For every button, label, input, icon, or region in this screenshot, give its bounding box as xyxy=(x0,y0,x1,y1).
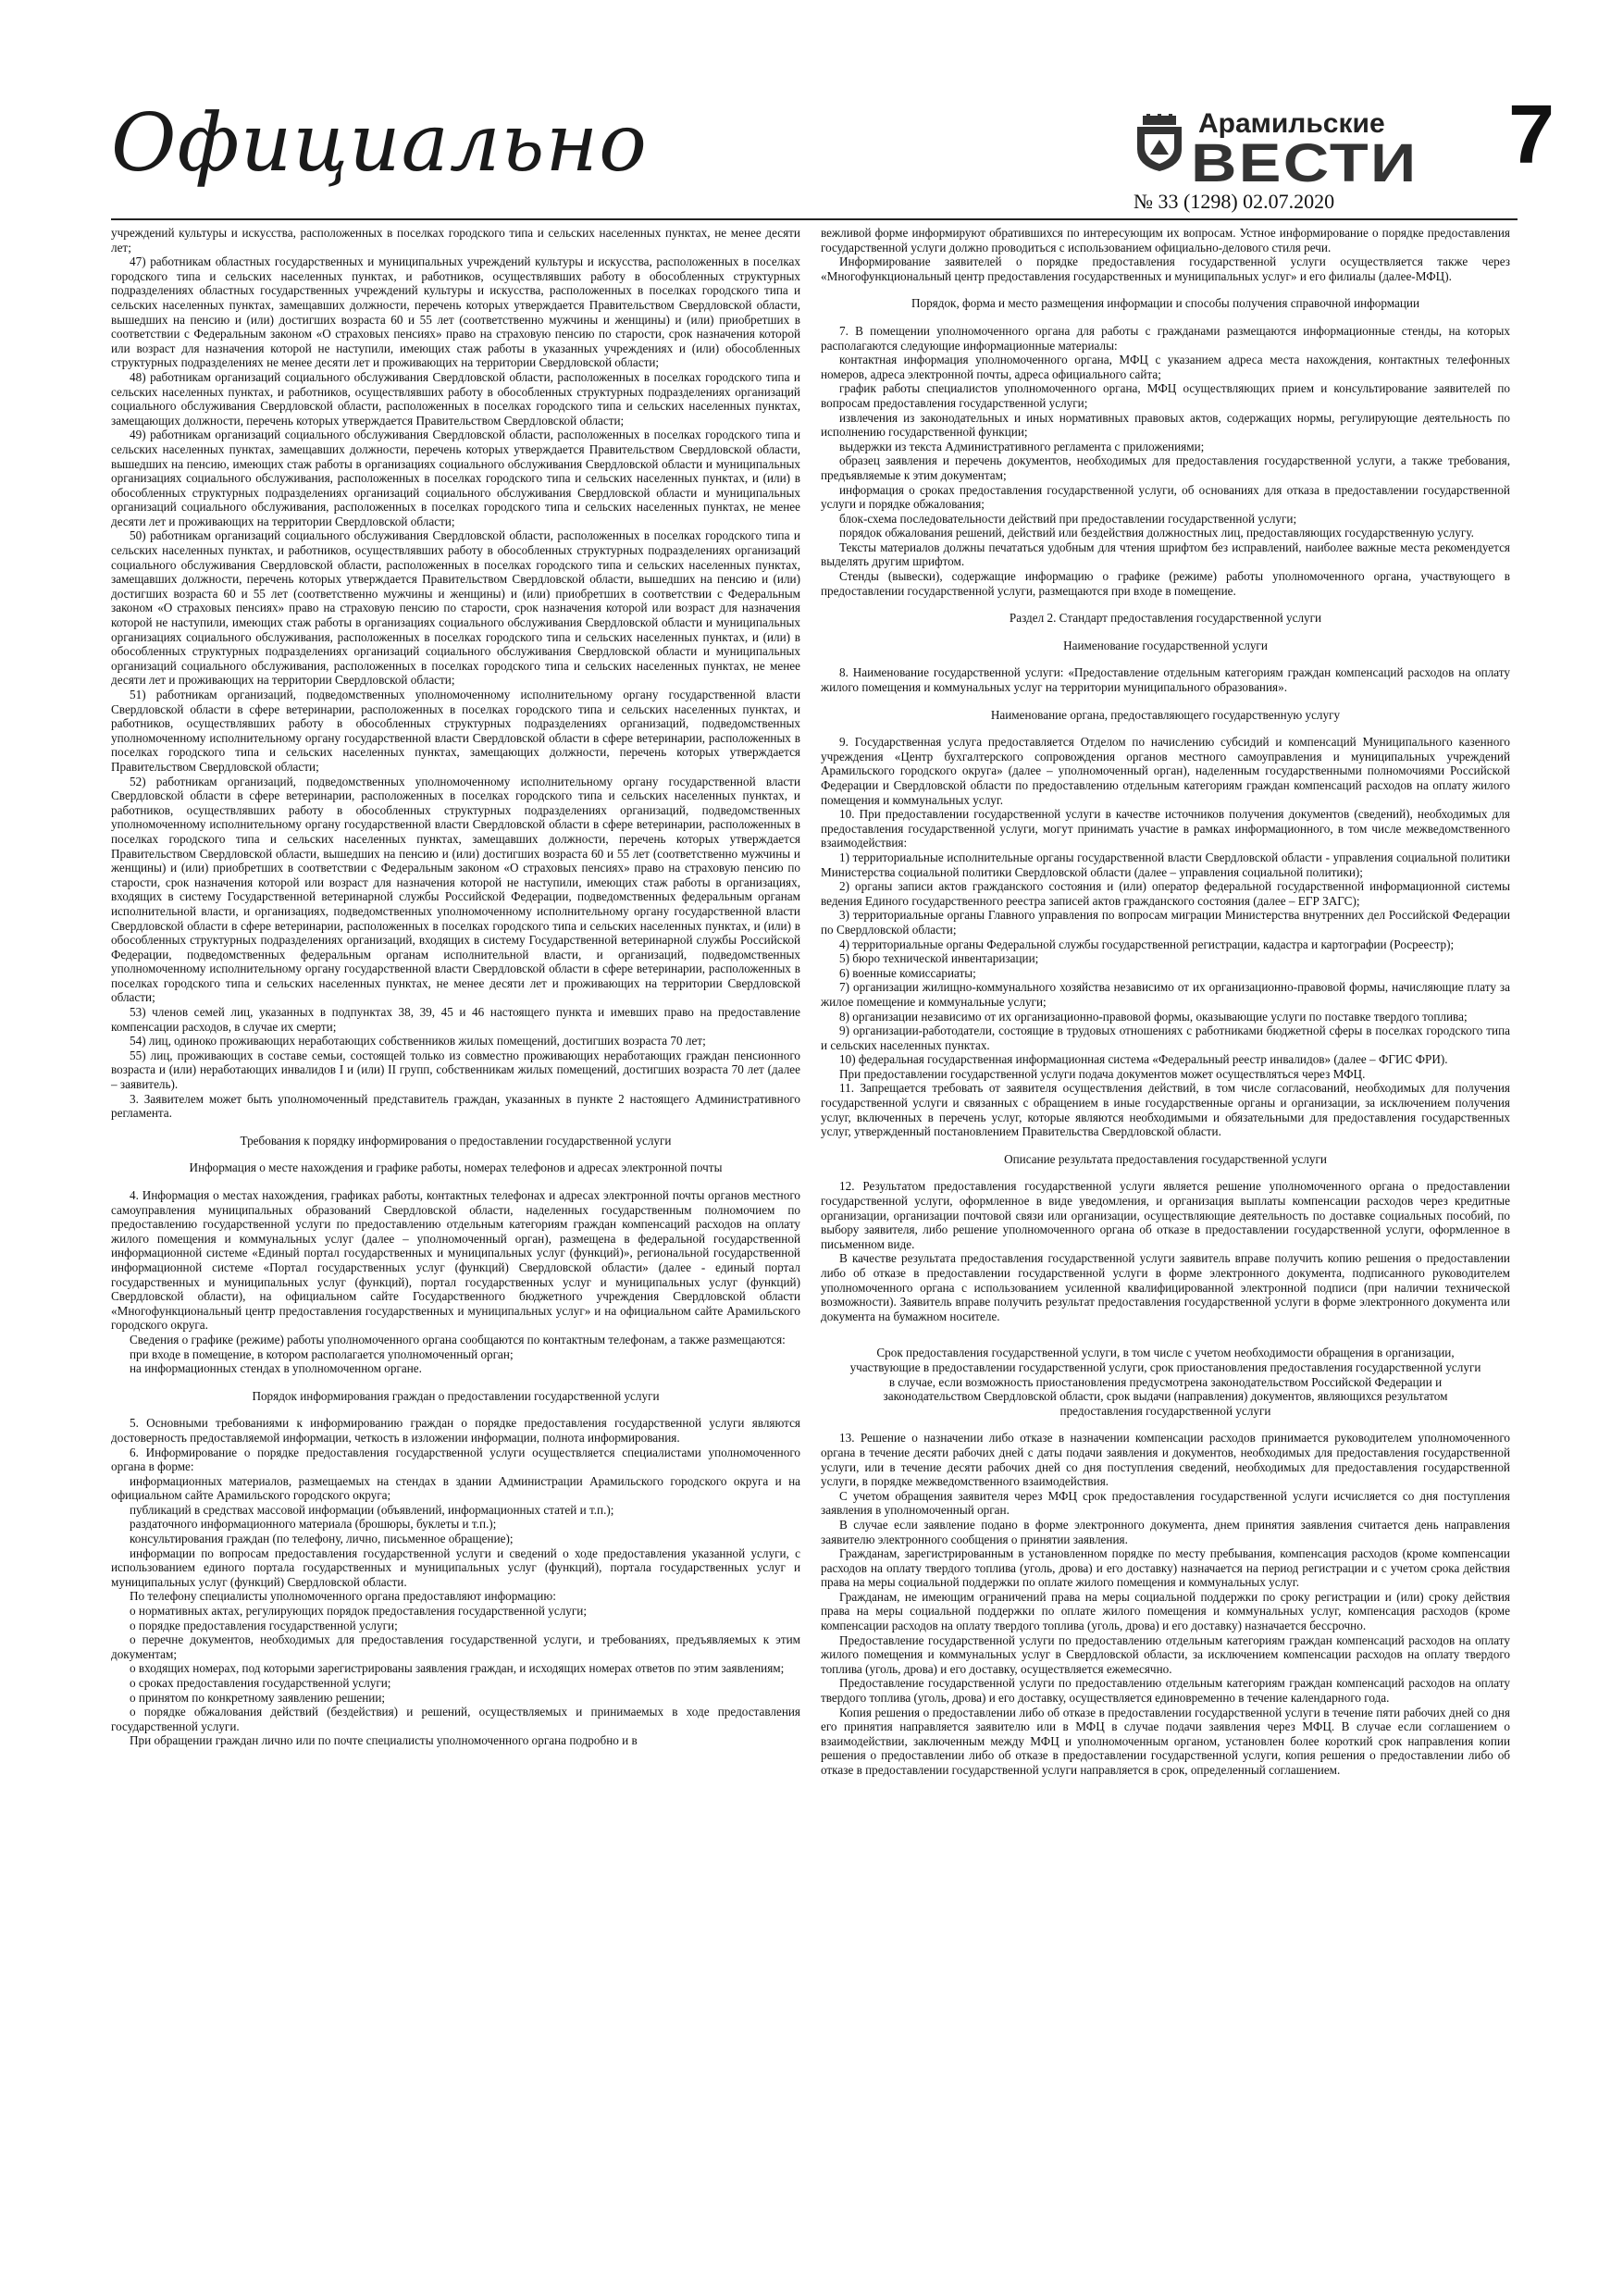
paragraph: 50) работникам организаций социального обслуживания Свердловской области, расположенных в поселках городского типа и сельских населенных пунктах, и работников, осуществлявших работу в обособленных структурных подразделениях организаций социального обслуживания Свердловской области, расположенных в поселках городского типа и сельских населенных пунктах, замещавших должности, перечень которых утверждается Правительством Свердловской области, вышедших на пенсию и (или) достигших возраста 60 и 55 лет (соответственно мужчины и женщины) и (или) приобретших в соответствии с Федеральным законом «О страховых пенсиях» право на страховую пенсию по старости, срок назначения которой или возраст для назначения которой не наступили, имеющих стаж работы в организациях социального обслуживания Свердловской области и муниципальных организациях социального обслуживания, расположенных в поселках городского типа и сельских населенных пунктах, и (или) в обособленных структурных подразделениях организаций социального обслуживания Свердловской области и муниципальных организаций социального обслуживания, расположенных в поселках городского типа и сельских населенных пунктах, не менее десяти лет и проживающих на территории Свердловской области; xyxy=(111,528,800,688)
left-column xyxy=(111,226,800,1748)
paragraph: 8) организации независимо от их организационно-правовой формы, оказывающие услуги по поставке твердого топлива; xyxy=(839,1009,1468,1024)
paragraph: Гражданам, зарегистрированным в установленном порядке по месту пребывания, компенсация расходов (кроме компенсации расходов на оплату твердого топлива (уголь, дрова) и его доставку) назначается на период регистрации и с учетом срока действия права на меры социальной поддержки по оплате жилого помещения и коммунальных услуг. xyxy=(821,1546,1510,1590)
section-heading: Требования к порядку информирования о предоставлении государственной услуги xyxy=(240,1133,672,1148)
paragraph: Тексты материалов должны печататься удобным для чтения шрифтом без исправлений, наиболее важные места рекомендуется выделять другим шрифтом. xyxy=(821,540,1510,569)
paragraph: 6) военные комиссариаты; xyxy=(839,965,976,980)
section-heading: Информация о месте нахождения и графике работы, номерах телефонов и адресах электронной почты xyxy=(189,1160,723,1175)
paragraph: публикаций в средствах массовой информации (объявлений, информационных статей и т.п.); xyxy=(130,1502,614,1517)
paragraph: 5. Основными требованиями к информированию граждан о порядке предоставления государственной услуги являются достоверность предоставляемой информации, четкость в изложении информации, полнота информирования. xyxy=(111,1416,800,1445)
paragraph: о входящих номерах, под которыми зарегистрированы заявления граждан, и исходящих номерах ответов по этим заявлениям; xyxy=(130,1661,785,1676)
paragraph: 1) территориальные исполнительные органы государственной власти Свердловской области - управления социальной политики Министерства социальной политики Свердловской области (далее – управления социальной политики); xyxy=(821,850,1510,879)
paragraph: 7) организации жилищно-коммунального хозяйства независимо от их организационно-правовой формы, начисляющие плату за жилое помещение и коммунальные услуги; xyxy=(821,980,1510,1009)
paragraph: 54) лиц, одиноко проживающих неработающих собственников жилых помещений, достигших возраста 70 лет; xyxy=(130,1034,706,1049)
paragraph: 4) территориальные органы Федеральной службы государственной регистрации, кадастра и картографии (Росреестр); xyxy=(839,937,1455,951)
paragraph: В качестве результата предоставления государственной услуги заявитель вправе получить копию решения о предоставлении либо об отказе в предоставлении государственной услуги в форме электронного документа, подписанного руководителем уполномоченного органа с использованием усиленной квалифицированной электронной подписи (при наличии технической возможности). Заявитель вправе получить результат предоставления государственной услуги в форме электронного документа или документа на бумажном носителе. xyxy=(821,1251,1510,1323)
paragraph: образец заявления и перечень документов, необходимых для предоставления государственной услуги, а также требования, предъявляемые к этим документам; xyxy=(821,453,1510,482)
paragraph: график работы специалистов уполномоченного органа, МФЦ осуществляющих прием и консультирование заявителей по вопросам предоставления государственной услуги; xyxy=(821,381,1510,410)
paragraph: извлечения из законодательных и иных нормативных правовых актов, содержащих нормы, регулирующие деятельность по исполнению государственной функции; xyxy=(821,410,1510,440)
paragraph: о нормативных актах, регулирующих порядок предоставления государственной услуги; xyxy=(130,1604,587,1619)
paragraph: Информирование заявителей о порядке предоставления государственной услуги осуществляется также через «Многофункциональный центр предоставления государственных и муниципальных услуг» и его филиалы (далее-МФЦ). xyxy=(821,254,1510,283)
paragraph: на информационных стендах в уполномоченном органе. xyxy=(130,1361,422,1376)
section-title: Официально xyxy=(111,97,648,190)
paragraph: учреждений культуры и искусства, расположенных в поселках городского типа и сельских населенных пунктах, не менее десяти лет; xyxy=(111,226,800,254)
paragraph: о принятом по конкретному заявлению решении; xyxy=(130,1690,386,1705)
paragraph: при входе в помещение, в котором располагается уполномоченный орган; xyxy=(130,1347,514,1361)
paragraph: 51) работникам организаций, подведомственных уполномоченному исполнительному органу государственной власти Свердловской области в сфере ветеринарии, расположенных в поселках городского типа и сельских населенных пунктах, и работников, осуществлявших работу в обособленных структурных подразделениях организаций, подведомственных уполномоченному исполнительному органу государственной власти Свердловской области в сфере ветеринарии, расположенных в поселках городского типа и сельских населенных пунктах, замещающих должности, перечень которых утверждается Правительством Свердловской области; xyxy=(111,688,800,774)
paragraph: По телефону специалисты уполномоченного органа предоставляют информацию: xyxy=(130,1589,556,1604)
paragraph: 3) территориальные органы Главного управления по вопросам миграции Министерства внутренних дел Российской Федерации по Свердловской области; xyxy=(821,908,1510,937)
logo-top-text: Арамильские xyxy=(1198,108,1385,139)
paragraph: выдержки из текста Административного регламента с приложениями; xyxy=(839,439,1205,453)
paragraph: 13. Решение о назначении либо отказе в назначении компенсации расходов принимается руководителем уполномоченного органа в течение десяти рабочих дней с даты подачи заявления и документов, необходимых для предоставления государственной услуги, или в течение десяти рабочих дней со дня поступления сведений, необходимых для предоставления государственной услуги, в порядке межведомственного взаимодействия. xyxy=(821,1431,1510,1489)
paragraph: 3. Заявителем может быть уполномоченный представитель граждан, указанных в пункте 2 настоящего Административного регламента. xyxy=(111,1091,800,1121)
paragraph: консультирования граждан (по телефону, лично, письменное обращение); xyxy=(130,1532,514,1546)
paragraph: информации по вопросам предоставления государственной услуги и сведений о ходе предоставления указанной услуги, с использованием единого портала государственных и муниципальных услуг (функций), портала государственных услуг и муниципальных услуг (функций) Свердловской области. xyxy=(111,1545,800,1589)
paragraph: блок-схема последовательности действий при предоставлении государственной услуги; xyxy=(839,511,1297,526)
paragraph: информационных материалов, размещаемых на стендах в здании Администрации Арамильского городского округа и на официальном сайте Арамильского городского округа; xyxy=(111,1473,800,1503)
paragraph: 8. Наименование государственной услуги: «Предоставление отдельным категориям граждан компенсаций расходов на оплату жилого помещения и коммунальных услуг на территории муниципального образования». xyxy=(821,665,1510,695)
paragraph: 9) организации-работодатели, состоящие в трудовых отношениях с работниками бюджетной сферы в поселках городского типа и сельских населенных пунктах. xyxy=(821,1024,1510,1052)
right-column xyxy=(821,226,1510,1778)
page-number: 7 xyxy=(1507,89,1555,181)
section-heading: Срок предоставления государственной услуги, в том числе с учетом необходимости обращения в организации, участвующие в предоставлении государственной услуги, срок приостановления предоставления государственной услуги в случае, если возможность приостановления предусмотрена законодательством Российской Федерации и законодательством Свердловской области, срок выдачи (направления) документов, являющихся результатом предоставления государственной услуги xyxy=(849,1346,1481,1418)
paragraph: раздаточного информационного материала (брошюры, буклеты и т.п.); xyxy=(130,1517,497,1532)
paragraph: Предоставление государственной услуги по предоставлению отдельным категориям граждан компенсаций расходов на оплату жилого помещения и коммунальных услуг в Свердловской области, за исключением компенсации расходов на оплату твердого топлива (уголь, дрова) и его доставку, осуществляется ежемесячно. xyxy=(821,1632,1510,1676)
paragraph: 52) работникам организаций, подведомственных уполномоченному исполнительному органу государственной власти Свердловской области в сфере ветеринарии, расположенных в поселках городского типа и сельских населенных пунктах, и работников, осуществлявших работу в обособленных структурных подразделениях организаций, подведомственных уполномоченному исполнительному органу государственной власти Свердловской области в сфере ветеринарии, расположенных в поселках городского типа и сельских населенных пунктах, замещавших должности, перечень которых утверждается Правительством Свердловской области, вышедших на пенсию и (или) достигших возраста 60 и 55 лет (соответственно мужчины и женщины) и (или) приобретших в соответствии с Федеральным законом «О страховых пенсиях» право на страховую пенсию по старости, срок назначения которой или возраст для назначения которой не наступили, имеющих стаж работы в организациях, входящих в систему Государственной ветеринарной службы Российской Федерации, подведомственных федеральным органам исполнительной власти, и организациях, подведомственных уполномоченному исполнительному органу государственной власти Свердловской области в сфере ветеринарии, расположенных в поселках городского типа и сельских населенных пунктах, и (или) в обособленных структурных подразделениях организаций, входящих в систему Государственной ветеринарной службы Российской Федерации, подведомственных федеральным органам исполнительной власти, и организаций, подведомственных уполномоченному исполнительному органу государственной власти Свердловской области в сфере ветеринарии, расположенных в поселках городского типа и сельских населенных пунктах, не менее десяти лет и проживающих на территории Свердловской области; xyxy=(111,774,800,1005)
paragraph: о порядке предоставления государственной услуги; xyxy=(130,1618,398,1632)
section-heading: Порядок, форма и место размещения информации и способы получения справочной информации xyxy=(911,296,1420,311)
paragraph: Гражданам, не имеющим ограничений права на меры социальной поддержки по сроку регистрации и (или) сроку действия права на меры социальной поддержки по оплате жилого помещения и коммунальных услуг, компенсация расходов (кроме компенсации расходов на оплату твердого топлива (уголь, дрова) и его доставку) назначается бессрочно. xyxy=(821,1589,1510,1633)
section-heading: Наименование органа, предоставляющего государственную услугу xyxy=(990,707,1341,722)
paragraph: Предоставление государственной услуги по предоставлению отдельным категориям граждан компенсаций расходов на оплату твердого топлива (уголь, дрова) и его доставку, осуществляется единовременно в течение календарного года. xyxy=(821,1676,1510,1706)
paragraph: 10. При предоставлении государственной услуги в качестве источников получения документов (сведений), необходимых для предоставления государственной услуги, могут принимать участие в рамках информационного, в том числе межведомственного взаимодействия: xyxy=(821,807,1510,850)
paragraph: информация о сроках предоставления государственной услуги, об основаниях для отказа в предоставлении государственной услуги и порядке обжалования; xyxy=(821,482,1510,512)
paragraph: 12. Результатом предоставления государственной услуги является решение уполномоченного органа о предоставлении государственной услуги, оформленное в виде уведомления, и организация выплаты компенсации расходов через кредитные организации, организации почтовой связи или организации, осуществляющие деятельность по доставке социальных пособий, по выбору заявителя, либо решение уполномоченного органа об отказе в предоставлении государственной услуги, оформленное в письменном виде. xyxy=(821,1179,1510,1251)
paragraph: Сведения о графике (режиме) работы уполномоченного органа сообщаются по контактным телефонам, а также размещаются: xyxy=(130,1332,786,1347)
section-heading: Наименование государственной услуги xyxy=(1063,638,1268,652)
crest-icon xyxy=(1134,114,1185,173)
paragraph: 11. Запрещается требовать от заявителя осуществления действий, в том числе согласований, необходимых для получения государственной услуги и связанных с обращением в иные государственные органы и организации, за исключением получения услуг, включенных в перечень услуг, которые являются необходимыми и обязательными для предоставления государственных услуг, утвержденный постановлением Правительства Свердловской области. xyxy=(821,1081,1510,1139)
header-rule xyxy=(111,218,1518,220)
paragraph: 7. В помещении уполномоченного органа для работы с гражданами размещаются информационные стенды, на которых располагаются следующие информационные материалы: xyxy=(821,323,1510,353)
masthead xyxy=(111,88,1555,213)
paragraph: 10) федеральная государственная информационная система «Федеральный реестр инвалидов» (далее – ФГИС ФРИ). xyxy=(839,1052,1448,1067)
paragraph: 4. Информация о местах нахождения, графиках работы, контактных телефонах и адресах электронной почты органов местного самоуправления муниципальных образований Свердловской области, наделенных государственным полномочием по предоставлению государственной услуги по предоставлению отдельным категориям граждан компенсаций расходов на оплату жилого помещения и коммунальных услуг (далее – уполномоченный орган), размещена в федеральной государственной информационной системе «Единый портал государственных и муниципальных услуг (функций)», региональной государственной информационной системе «Портал государственных услуг (функций) Свердловской области» (далее - единый портал государственных и муниципальных услуг (функций), портал государственных услуг и муниципальных услуг (функций) Свердловской области), на официальном сайте Государственного бюджетного учреждения Свердловской области «Многофункциональный центр предоставления государственных и муниципальных услуг» и на официальном сайте Арамильского городского округа. xyxy=(111,1188,800,1333)
paragraph: вежливой форме информируют обратившихся по интересующим их вопросам. Устное информирование о порядке предоставления государственной услуги должно проводиться с использованием официально-делового стиля речи. xyxy=(821,226,1510,254)
section-heading: Раздел 2. Стандарт предоставления государственной услуги xyxy=(1009,611,1322,626)
section-heading: Описание результата предоставления государственной услуги xyxy=(1004,1151,1327,1166)
paragraph: о перечне документов, необходимых для предоставления государственной услуги, и требованиях, предъявляемых к этим документам; xyxy=(111,1632,800,1661)
paragraph: При обращении граждан лично или по почте специалисты уполномоченного органа подробно и в xyxy=(130,1733,638,1748)
paragraph: Стенды (вывески), содержащие информацию о графике (режиме) работы уполномоченного органа, участвующего в предоставлении государственной услуги, размещаются при входе в помещение. xyxy=(821,569,1510,598)
paragraph: Копия решения о предоставлении либо об отказе в предоставлении государственной услуги в течение пяти рабочих дней со дня его принятия направляется заявителю или в МФЦ в случае подачи заявления через МФЦ. В случае если соглашением о взаимодействии, заключенным между МФЦ и уполномоченным органом, установлен более короткий срок направления копии решения о предоставлении либо об отказе в предоставлении государственной услуги, копия решения о предоставлении либо об отказе в предоставлении государственной услуги направляется в срок, определенный соглашением. xyxy=(821,1705,1510,1777)
paragraph: При предоставлении государственной услуги подача документов может осуществляться через МФЦ. xyxy=(839,1066,1366,1081)
paragraph: В случае если заявление подано в форме электронного документа, днем принятия заявления считается день направления заявителю электронного сообщения о принятии заявления. xyxy=(821,1517,1510,1546)
paragraph: 49) работникам организаций социального обслуживания Свердловской области, расположенных в поселках городского типа и сельских населенных пунктах, замещавших должности, перечень которых утверждается Правительством Свердловской области, вышедших на пенсию, имеющих стаж работы в организациях социального обслуживания Свердловской области и муниципальных организациях социального обслуживания, расположенных в поселках городского типа и сельских населенных пунктах, и (или) в обособленных структурных подразделениях организаций социального обслуживания Свердловской области и муниципальных организаций социального обслуживания, расположенных в поселках городского типа и сельских населенных пунктах, не менее десяти лет и проживающих на территории Свердловской области; xyxy=(111,428,800,528)
issue-info: № 33 (1298) 02.07.2020 xyxy=(1134,190,1335,213)
paragraph: 2) органы записи актов гражданского состояния и (или) оператор федеральной государственной информационной системы ведения Единого государственного реестра записей актов гражданского состояния (далее – ЕГР ЗАГС); xyxy=(821,879,1510,908)
paragraph: порядок обжалования решений, действий или бездействия должностных лиц, предоставляющих государственную услугу. xyxy=(839,526,1474,540)
logo-main-text: ВЕСТИ xyxy=(1191,133,1419,193)
spacer xyxy=(821,1323,1510,1333)
paragraph: 9. Государственная услуга предоставляется Отделом по начислению субсидий и компенсаций Муниципального казенного учреждения «Центр бухгалтерского сопровождения органов местного самоуправления и муниципальных учреждений Арамильского городского округа» (далее – уполномоченный орган), наделенным государственными полномочиями Российской Федерации и Свердловской области по предоставлению отдельным категориям граждан компенсаций расходов на оплату жилого помещения и коммунальных услуг. xyxy=(821,735,1510,807)
newspaper-logo xyxy=(1134,108,1485,213)
paragraph: о сроках предоставления государственной услуги; xyxy=(130,1676,391,1690)
paragraph: С учетом обращения заявителя через МФЦ срок предоставления государственной услуги исчисляется со дня поступления заявления в уполномоченный орган. xyxy=(821,1488,1510,1518)
paragraph: 48) работникам организаций социального обслуживания Свердловской области, расположенных в поселках городского типа и сельских населенных пунктах, и работников, осуществлявших работу в обособленных структурных подразделениях организаций социального обслуживания Свердловской области, расположенных в поселках городского типа и сельских населенных пунктах, замещающих должности, перечень которых утверждается Правительством Свердловской области; xyxy=(111,369,800,428)
paragraph: 55) лиц, проживающих в составе семьи, состоящей только из совместно проживающих неработающих граждан пенсионного возраста и (или) неработающих инвалидов I и (или) II групп, собственникам жилых помещений, достигших возраста 70 лет (далее – заявитель). xyxy=(111,1048,800,1092)
paragraph: 47) работникам областных государственных и муниципальных учреждений культуры и искусства, расположенных в поселках городского типа и сельских населенных пунктах, и работников, осуществлявших работу в обособленных структурных подразделениях областных государственных учреждений культуры и искусства, расположенных в поселках городского типа и сельских населенных пунктах, замещавших должности, перечень которых утверждается Правительством Свердловской области, вышедших на пенсию и (или) достигших возраста 60 и 55 лет (соответственно мужчины и женщины) и (или) приобретших в соответствии с Федеральным законом «О страховых пенсиях» право на страховую пенсию по старости, срок назначения которой или возраст для назначения которой не наступили, имеющих стаж работы в указанных учреждениях и (или) обособленных структурных подразделениях не менее десяти лет и проживающих на территории Свердловской области; xyxy=(111,254,800,370)
paragraph: 6. Информирование о порядке предоставления государственной услуги осуществляется специалистами уполномоченного органа в форме: xyxy=(111,1445,800,1474)
paragraph: 5) бюро технической инвентаризации; xyxy=(839,951,1039,966)
paragraph: 53) членов семей лиц, указанных в подпунктах 38, 39, 45 и 46 настоящего пункта и имевших право на предоставление компенсации расходов, в случае их смерти; xyxy=(111,1005,800,1034)
paragraph: о порядке обжалования действий (бездействия) и решений, осуществляемых и принимаемых в ходе предоставления государственной услуги. xyxy=(111,1705,800,1733)
section-heading: Порядок информирования граждан о предоставлении государственной услуги xyxy=(252,1388,660,1403)
paragraph: контактная информация уполномоченного органа, МФЦ с указанием адреса места нахождения, контактных телефонных номеров, адреса электронной почты, адреса официального сайта; xyxy=(821,353,1510,381)
